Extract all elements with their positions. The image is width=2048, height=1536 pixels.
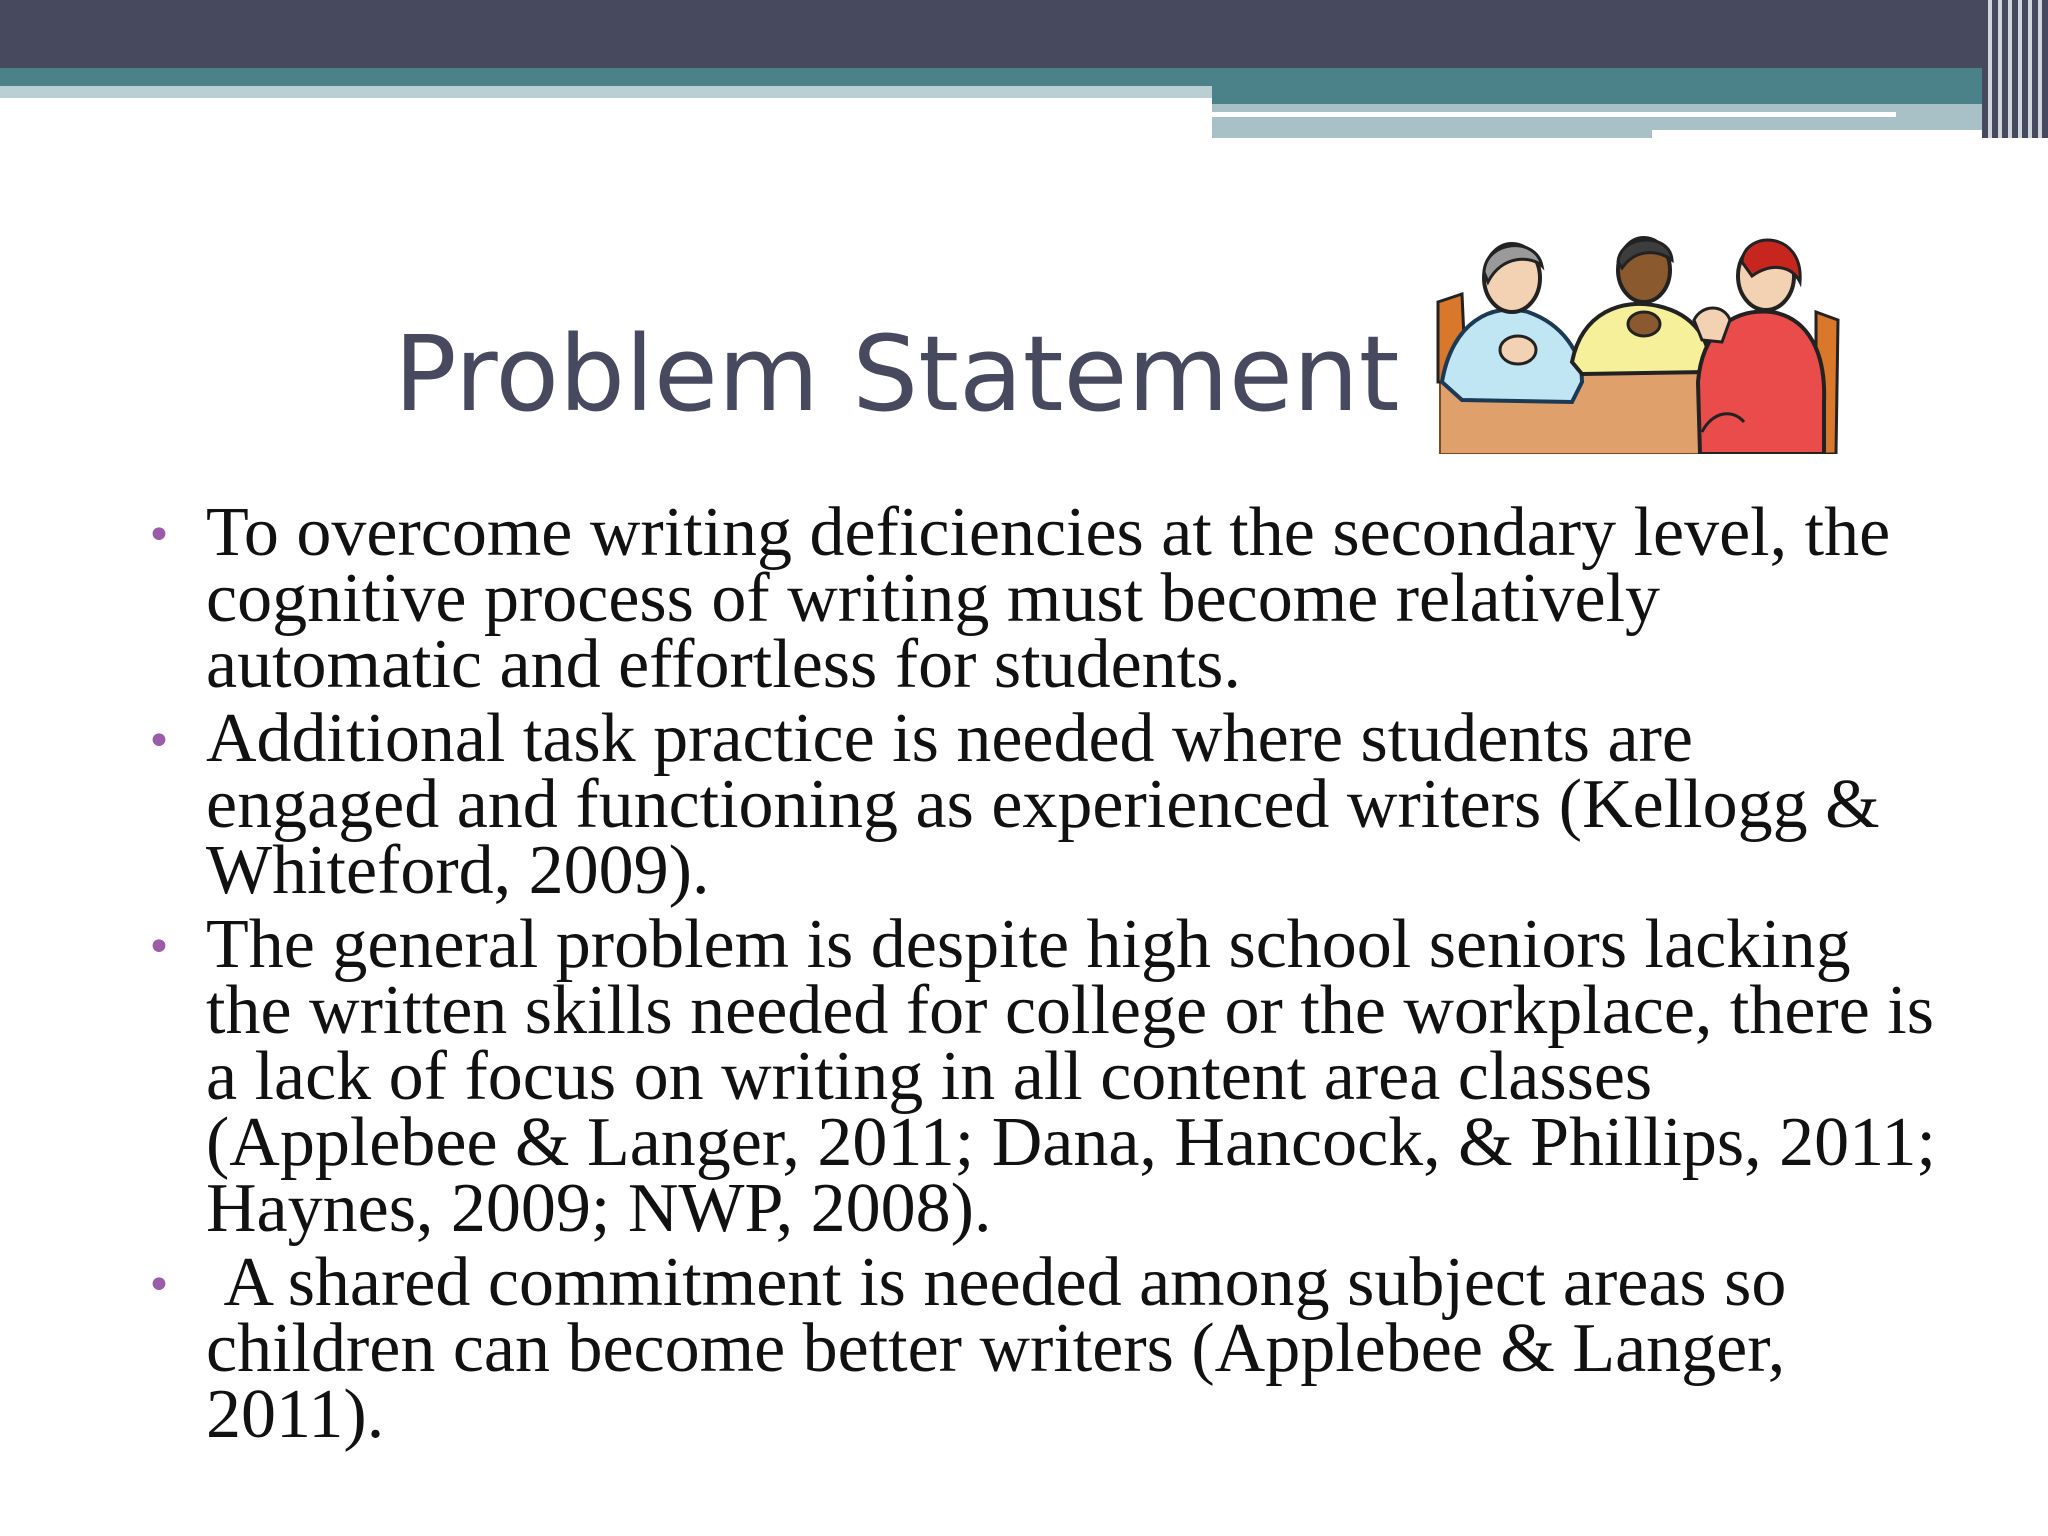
- bullet-text: A shared commitment is needed among subject areas so children can become better writers (Applebee & Langer, 2011).: [206, 1244, 1804, 1453]
- header-accent-line-short: [1652, 130, 1982, 138]
- bullet-item: [140, 906, 1940, 1247]
- bullet-text: The general problem is despite high school seniors lacking the written skills needed for college or the workplace, there is a lack of focus on writing in all content area classes (Applebee & Langer, 2011; Dana, Hancock, & Phillips, 2011; Haynes, 2009; NWP, 2008).: [206, 906, 1936, 1247]
- header-bar-teal-right: [1212, 68, 1982, 104]
- slide-title: Problem Statement: [394, 313, 1400, 435]
- bullet-list: [140, 494, 1940, 1456]
- bullet-marker: •: [146, 1260, 172, 1311]
- bullet-item: [140, 700, 1940, 909]
- bullet-marker: •: [146, 510, 172, 561]
- header-bar-light: [0, 86, 1212, 98]
- header-edge-stripes: [1982, 0, 2048, 138]
- bullet-item: [140, 494, 1940, 703]
- bullet-text: To overcome writing deficiencies at the secondary level, the cognitive process of writing must become relatively automatic and effortless for students.: [206, 494, 1891, 703]
- meeting-clipart-icon: [1432, 232, 1844, 454]
- header-bar-dark: [0, 0, 2048, 68]
- header-accent-line: [1212, 112, 1896, 117]
- header-bar-teal: [0, 68, 1212, 86]
- bullet-marker: •: [146, 716, 172, 767]
- bullet-text: Additional task practice is needed where students are engaged and functioning as experienced writers (Kellogg & Whiteford, 2009).: [206, 700, 1880, 909]
- bullet-item: [140, 1244, 1940, 1453]
- bullet-marker: •: [146, 922, 172, 973]
